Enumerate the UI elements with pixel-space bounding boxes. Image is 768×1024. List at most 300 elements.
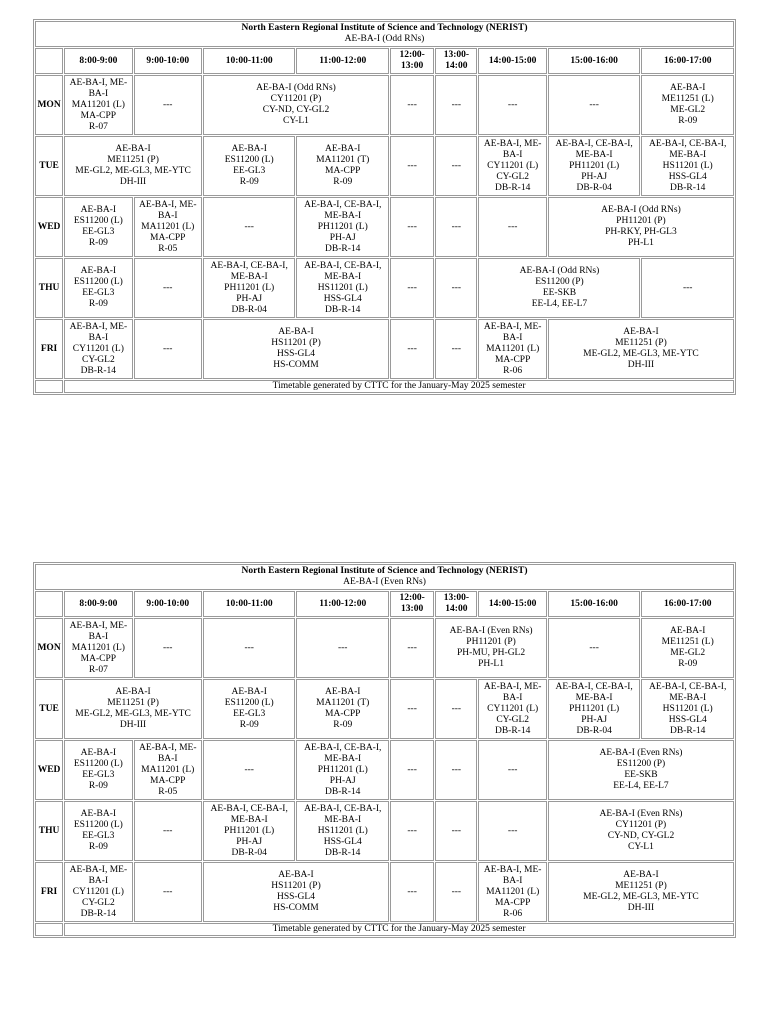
class-cell-line: ES11200 (P) [535,277,584,287]
class-cell-line: --- [589,99,599,110]
class-cell-line: AE-BA-I (Even RNs) [599,748,683,758]
class-cell [435,136,477,196]
class-cell-line: ES11200 (L) [73,820,123,830]
class-cell-line: CY11201 (P) [615,820,667,830]
class-cell-line: EE-GL3 [82,227,115,237]
class-cell-line: PH-AJ [236,293,263,304]
class-cell-line: ME-GL2 [670,105,706,115]
class-cell [478,319,546,379]
timetable-footer: Timetable generated by CTTC for the January-May 2025 semester [64,380,734,393]
class-cell-line: HSS-GL4 [276,349,315,359]
class-cell [478,197,546,257]
class-cell-line: R-09 [239,720,259,730]
class-cell [435,258,477,318]
class-cell-line: AE-BA-I (Odd RNs) [601,205,681,215]
class-cell-line: HSS-GL4 [323,293,362,304]
class-cell [64,258,132,318]
class-cell-line: AE-BA-I, ME-BA-I [69,77,128,99]
class-cell-line: PH11201 (L) [317,764,368,775]
class-cell-line: MA11201 (L) [486,886,540,897]
class-cell-line: R-09 [88,842,108,852]
class-cell [203,319,389,379]
class-cell-line: DH-III [119,720,147,730]
corner-cell [35,48,63,74]
class-cell [203,197,296,257]
class-cell-line: MA-CPP [150,232,186,243]
class-cell-line: AE-BA-I, ME-BA-I [69,321,128,343]
time-slot-header: 10:00-11:00 [203,48,296,74]
class-cell-line: CY11201 (L) [72,343,124,354]
time-slot-header: 10:00-11:00 [203,591,296,617]
day-row-wed [35,197,734,257]
class-cell-line: EE-SKB [624,770,658,780]
time-slot-header: 11:00-12:00 [296,48,389,74]
class-cell-line: DB-R-04 [576,182,612,193]
class-cell-line: --- [407,282,417,293]
class-cell-line: HSS-GL4 [276,892,315,902]
class-cell-line: R-09 [88,238,108,248]
class-cell [64,740,132,800]
class-cell [478,258,640,318]
class-cell-line: ME11251 (L) [661,637,714,647]
class-cell-line: EE-GL3 [233,709,266,719]
class-cell-line: DB-R-14 [670,182,706,193]
class-cell [390,618,434,678]
time-slot-header: 12:00-13:00 [390,591,434,617]
class-cell-line: AE-BA-I [670,83,706,93]
class-cell-line: DB-R-14 [80,365,117,376]
class-cell-line: PH-L1 [628,238,654,248]
class-cell-line: HSS-GL4 [668,714,707,725]
class-cell-line: AE-BA-I, CE-BA-I, ME-BA-I [210,803,288,825]
day-row-mon [35,618,734,678]
class-cell-line: PH11201 (P) [616,216,666,226]
class-cell-line: AE-BA-I [80,809,117,819]
class-cell-line: AE-BA-I (Even RNs) [599,809,683,819]
class-cell [435,197,477,257]
class-cell [548,197,734,257]
class-cell [390,801,434,861]
class-cell-line: AE-BA-I [115,687,151,697]
time-slot-header: 8:00-9:00 [64,48,132,74]
class-cell-line: HSS-GL4 [323,836,362,847]
class-cell-line: AE-BA-I, CE-BA-I, ME-BA-I [304,803,382,825]
timetable-title-cell [35,564,734,590]
class-cell-line: DB-R-14 [494,725,531,736]
class-cell-line: --- [507,221,518,232]
class-cell-line: CY-L1 [628,842,654,852]
class-cell [548,618,641,678]
class-cell-line: --- [162,99,173,110]
class-cell-line: DH-III [627,360,655,370]
class-cell-line: AE-BA-I, ME-BA-I [138,742,197,764]
class-cell-line: --- [407,343,417,354]
time-slot-header: 16:00-17:00 [641,591,734,617]
class-cell [478,740,546,800]
class-cell-line: CY11201 (L) [487,703,539,714]
class-cell-line: AE-BA-I, ME-BA-I [483,864,542,886]
timetable-body [35,564,734,936]
class-cell [203,679,296,739]
class-cell [390,740,434,800]
class-cell-line: --- [407,221,417,232]
class-cell [390,679,434,739]
class-cell [296,136,389,196]
class-cell-line: MA11201 (T) [316,155,370,165]
footer-corner-cell [35,380,63,393]
class-cell-line: PH11201 (L) [224,825,275,836]
class-cell-line: DB-R-14 [494,182,531,193]
class-cell-line: AE-BA-I [231,144,267,154]
class-cell [64,801,132,861]
class-cell [296,258,389,318]
class-cell-line: HS11201 (P) [271,338,321,348]
class-cell-line: ME11251 (P) [615,881,667,891]
class-cell-line: --- [337,642,348,653]
day-row-wed [35,740,734,800]
class-cell-line: CY-ND, CY-GL2 [262,105,330,115]
class-cell-line: AE-BA-I [325,144,361,154]
class-cell-line: CY-L1 [283,116,309,126]
class-cell-line: R-07 [88,121,108,132]
day-label: TUE [35,679,63,739]
class-cell [296,679,389,739]
class-cell-line: PH-AJ [581,714,608,725]
class-cell-line: PH-AJ [236,836,263,847]
class-cell-line: --- [162,282,173,293]
class-cell [134,740,202,800]
class-cell-line: R-09 [333,720,353,730]
class-cell-line: CY-GL2 [496,171,530,182]
class-cell-line: PH-L1 [478,659,504,669]
class-cell-line: DB-R-14 [325,786,361,797]
class-cell [64,75,132,135]
day-label: WED [35,197,63,257]
class-cell-line: DB-R-14 [325,243,361,254]
class-cell [548,679,641,739]
class-cell-line: EE-GL3 [233,166,266,176]
class-cell [134,801,202,861]
timetable-even-rns [33,562,736,938]
class-cell-line: HS11201 (P) [271,881,321,891]
time-slot-header: 15:00-16:00 [548,48,641,74]
class-cell-line: MA-CPP [494,897,531,908]
class-cell-line: CY-GL2 [81,897,115,908]
class-cell [64,136,202,196]
class-cell-line: DB-R-14 [325,847,361,858]
class-cell-line: --- [451,886,462,897]
class-cell-line: PH11201 (L) [569,160,620,171]
class-cell-line: CY11201 (L) [487,160,539,171]
timetable-footer-row [35,380,734,393]
institute-title: North Eastern Regional Institute of Science and Technology (NERIST) [241,23,528,33]
day-row-mon [35,75,734,135]
class-cell-line: PH-MU, PH-GL2 [457,648,526,658]
class-cell [203,136,296,196]
class-cell-line: ES11200 (L) [73,759,123,769]
class-cell-line: R-05 [158,243,178,254]
class-cell-line: AE-BA-I (Odd RNs) [519,266,600,276]
class-cell-line: AE-BA-I, CE-BA-I, ME-BA-I [304,260,382,282]
day-row-thu [35,801,734,861]
class-cell-line: HS11201 (L) [317,282,368,293]
class-cell-line: MA-CPP [325,166,361,176]
class-cell-line: AE-BA-I, ME-BA-I [69,620,128,642]
class-cell-line: DH-III [119,177,147,187]
class-cell-line: AE-BA-I [670,626,706,636]
class-cell [203,801,296,861]
class-cell [435,679,477,739]
day-label: FRI [35,862,63,922]
class-cell-line: CY-ND, CY-GL2 [607,831,675,841]
class-cell-line: AE-BA-I [623,870,659,880]
class-cell-line: PH11201 (L) [317,221,368,232]
time-slot-header: 16:00-17:00 [641,48,734,74]
class-cell-line: AE-BA-I, ME-BA-I [138,199,197,221]
class-cell-line: MA-CPP [494,354,531,365]
class-cell-line: --- [451,99,462,110]
class-cell [64,319,132,379]
class-cell-line: --- [162,642,173,653]
class-cell-line: PH-AJ [581,171,608,182]
class-cell-line: EE-GL3 [82,831,115,841]
day-label: THU [35,258,63,318]
class-cell-line: AE-BA-I [231,687,267,697]
class-cell [478,862,546,922]
class-cell-line: MA-CPP [325,709,361,719]
class-cell [641,618,734,678]
class-cell-line: AE-BA-I (Even RNs) [449,626,533,636]
class-cell [478,679,546,739]
class-cell [203,258,296,318]
class-cell-line: ES11200 (L) [224,155,274,165]
class-cell-line: R-06 [503,365,523,376]
class-cell-line: --- [451,703,462,714]
class-cell [203,75,389,135]
class-cell-line: HS11201 (L) [662,160,713,171]
class-cell-line: PH11201 (P) [466,637,516,647]
class-cell-line: ES11200 (L) [73,277,123,287]
class-cell-line: MA11201 (L) [141,764,195,775]
footer-corner-cell [35,923,63,936]
time-slot-header: 15:00-16:00 [548,591,641,617]
class-cell-line: DB-R-14 [325,304,361,315]
class-cell [134,258,202,318]
class-cell-line: --- [407,764,417,775]
class-cell-line: R-09 [88,781,108,791]
class-cell [641,75,734,135]
class-cell-line: HSS-GL4 [668,171,707,182]
class-cell-line: MA-CPP [150,775,186,786]
day-row-fri [35,862,734,922]
class-cell [134,319,202,379]
class-cell-line: AE-BA-I [115,144,151,154]
day-label: MON [35,75,63,135]
class-cell [435,75,477,135]
class-cell-line: AE-BA-I, ME-BA-I [69,864,128,886]
class-cell-line: AE-BA-I [623,327,659,337]
class-cell-line: --- [162,886,173,897]
class-cell-line: --- [407,825,417,836]
class-cell-line: --- [407,160,417,171]
class-cell-line: R-09 [333,177,353,187]
class-cell-line: HS11201 (L) [662,703,713,714]
class-cell-line: R-07 [88,664,108,675]
class-cell-line: --- [244,221,254,232]
class-cell-line: DH-III [627,903,655,913]
class-cell-line: AE-BA-I [80,748,117,758]
class-cell-line: ES11200 (L) [224,698,274,708]
class-cell-line: --- [407,886,417,897]
class-cell-line: R-09 [678,116,698,126]
class-cell-line: AE-BA-I, CE-BA-I, ME-BA-I [210,260,288,282]
class-cell [435,618,547,678]
class-cell [203,618,296,678]
time-slot-header-row [35,48,734,74]
class-cell [548,740,734,800]
class-cell-line: HS-COMM [273,360,319,370]
class-cell-line: ME11251 (P) [107,155,159,165]
class-cell [435,740,477,800]
class-cell-line: --- [451,282,462,293]
day-row-tue [35,136,734,196]
day-label: THU [35,801,63,861]
class-cell [478,801,546,861]
class-cell-line: R-09 [88,299,108,309]
class-cell-line: ME11251 (P) [615,338,667,348]
timetable-title-row [35,21,734,47]
class-cell-line: --- [407,703,417,714]
class-cell [64,197,132,257]
class-cell-line: R-09 [678,659,698,669]
class-cell-line: --- [162,825,173,836]
class-cell-line: DB-R-14 [80,908,117,919]
class-cell-line: DB-R-14 [670,725,706,736]
time-slot-header: 12:00-13:00 [390,48,434,74]
time-slot-header: 14:00-15:00 [478,48,546,74]
class-cell-line: AE-BA-I, CE-BA-I, ME-BA-I [649,681,727,703]
class-cell-line: R-09 [239,177,259,187]
class-cell-line: DB-R-04 [576,725,612,736]
class-cell-line: PH-RKY, PH-GL3 [605,227,677,237]
class-cell-line: ME11251 (L) [661,94,714,104]
class-cell-line: MA11201 (L) [486,343,540,354]
group-subtitle: AE-BA-I (Odd RNs) [344,34,425,44]
class-cell-line: MA11201 (L) [71,642,125,653]
day-label: MON [35,618,63,678]
class-cell-line: AE-BA-I [80,205,117,215]
class-cell [64,679,202,739]
class-cell-line: CY11201 (L) [72,886,124,897]
class-cell [435,801,477,861]
class-cell [641,258,734,318]
class-cell-line: --- [507,99,518,110]
institute-title: North Eastern Regional Institute of Science and Technology (NERIST) [241,566,528,576]
class-cell-line: ES11200 (P) [616,759,666,769]
class-cell-line: HS-COMM [273,903,319,913]
time-slot-header: 13:00-14:00 [435,48,477,74]
timetable-body [35,21,734,393]
class-cell-line: ME-GL2, ME-GL3, ME-YTC [583,349,699,359]
class-cell-line: AE-BA-I, ME-BA-I [483,138,542,160]
class-cell [64,862,132,922]
class-cell-line: AE-BA-I, CE-BA-I, ME-BA-I [304,199,382,221]
class-cell-line: PH-AJ [329,775,356,786]
group-subtitle: AE-BA-I (Even RNs) [343,577,426,587]
time-slot-header: 9:00-10:00 [134,48,202,74]
class-cell [296,740,389,800]
class-cell [548,136,641,196]
class-cell [390,136,434,196]
class-cell [134,75,202,135]
class-cell-line: ME-GL2 [670,648,706,658]
class-cell-line: --- [451,825,462,836]
class-cell-line: --- [451,160,462,171]
class-cell-line: PH-AJ [329,232,356,243]
class-cell-line: ME-GL2, ME-GL3, ME-YTC [583,892,699,902]
class-cell-line: AE-BA-I, ME-BA-I [483,681,542,703]
class-cell-line: MA11201 (L) [71,99,125,110]
day-row-thu [35,258,734,318]
class-cell-line: AE-BA-I, CE-BA-I, ME-BA-I [555,681,633,703]
class-cell-line: MA-CPP [80,110,117,121]
class-cell-line: DB-R-04 [231,847,267,858]
time-slot-header: 14:00-15:00 [478,591,546,617]
class-cell-line: CY-GL2 [81,354,115,365]
class-cell [390,197,434,257]
time-slot-header: 11:00-12:00 [296,591,389,617]
class-cell-line: --- [507,764,518,775]
class-cell [134,618,202,678]
class-cell-line: R-06 [503,908,523,919]
class-cell [296,197,389,257]
class-cell-line: PH11201 (L) [569,703,620,714]
class-cell-line: AE-BA-I [80,266,117,276]
class-cell-line: --- [407,99,417,110]
class-cell [64,618,132,678]
time-slot-header: 13:00-14:00 [435,591,477,617]
class-cell [390,319,434,379]
class-cell [435,862,477,922]
class-cell-line: AE-BA-I [278,327,314,337]
class-cell-line: AE-BA-I (Odd RNs) [256,83,336,93]
class-cell [134,862,202,922]
day-label: TUE [35,136,63,196]
class-cell [548,319,734,379]
class-cell [435,319,477,379]
class-cell-line: AE-BA-I [278,870,314,880]
class-cell-line: --- [451,343,462,354]
class-cell-line: --- [451,221,462,232]
class-cell [478,136,546,196]
class-cell-line: PH11201 (L) [224,282,275,293]
class-cell-line: AE-BA-I, CE-BA-I, ME-BA-I [304,742,382,764]
class-cell-line: EE-GL3 [82,770,115,780]
class-cell [641,136,734,196]
class-cell [390,258,434,318]
day-label: FRI [35,319,63,379]
day-label: WED [35,740,63,800]
class-cell-line: EE-L4, EE-L7 [531,299,588,309]
class-cell-line: EE-L4, EE-L7 [613,781,669,791]
class-cell [548,801,734,861]
class-cell-line: AE-BA-I, ME-BA-I [483,321,542,343]
class-cell-line: --- [451,764,462,775]
class-cell [548,862,734,922]
class-cell-line: ME11251 (P) [107,698,159,708]
corner-cell [35,591,63,617]
class-cell [641,679,734,739]
